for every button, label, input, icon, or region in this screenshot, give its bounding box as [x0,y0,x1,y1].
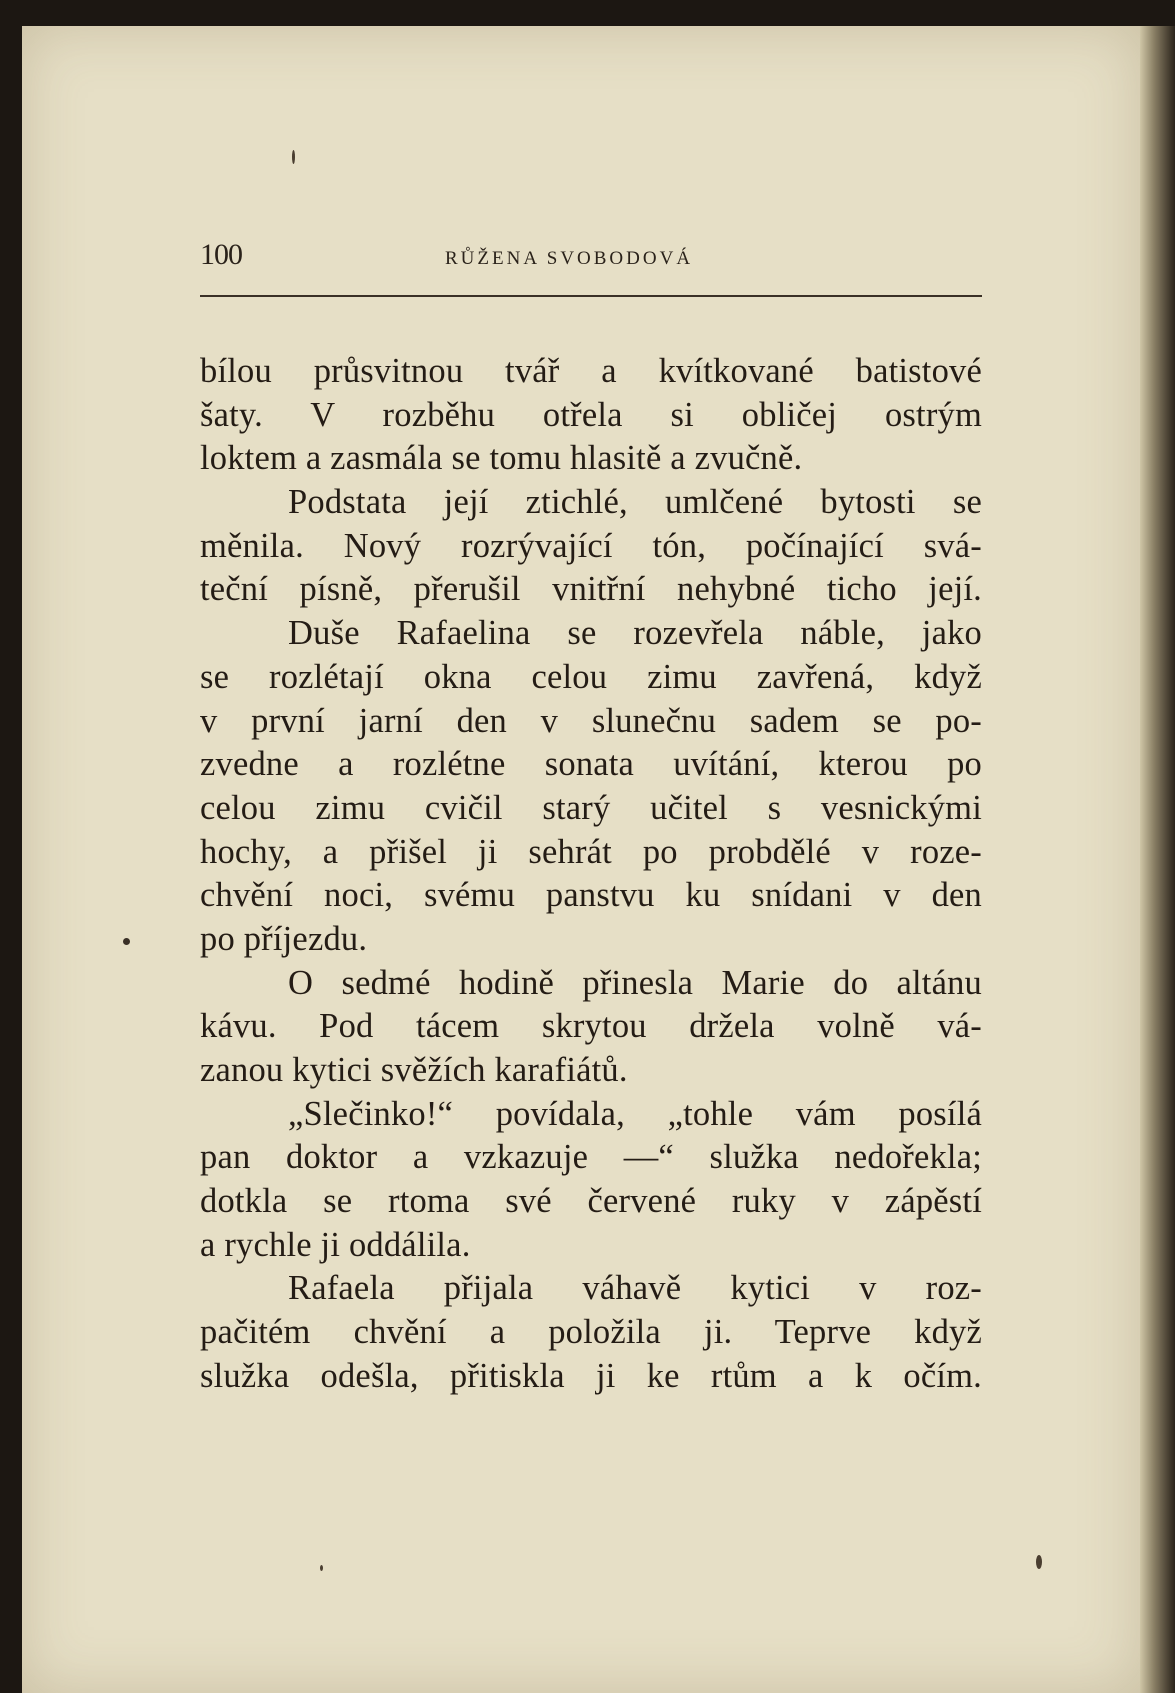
text-line: kávu. Pod tácem skrytou držela volně vá- [200,1007,982,1046]
page-number: 100 [200,238,242,271]
text-line: Podstata její ztichlé, umlčené bytosti se [288,483,982,522]
text-line: teční písně, přerušil vnitřní nehybné ticho její. [200,570,982,609]
text-line: celou zimu cvičil starý učitel s vesnickými [200,788,982,827]
header-rule [200,295,982,297]
text-line: hochy, a přišel ji sehrát po probdělé v roze- [200,832,982,871]
text-line: chvění noci, svému panstvu ku snídani v den [200,876,982,915]
text-line: zvedne a rozlétne sonata uvítání, kterou po [200,745,982,784]
text-line: se rozlétají okna celou zimu zavřená, když [200,657,982,696]
paper-speck [1036,1555,1042,1569]
paragraph [200,962,982,1093]
paragraph [200,481,982,612]
paragraph [200,1093,982,1268]
paper-speck [292,150,295,164]
text-line: loktem a zasmála se tomu hlasitě a zvučně. [200,439,803,478]
paragraph [200,612,982,962]
text-line: bílou průsvitnou tvář a kvítkované batistové [200,352,982,390]
paper-speck [320,1565,323,1571]
text-line: služka odešla, přitiskla ji ke rtům a k očím. [200,1356,982,1395]
text-line: O sedmé hodině přinesla Marie do altánu [288,963,982,1002]
text-line: Rafaela přijala váhavě kytici v roz- [288,1269,982,1308]
paragraph [200,350,982,481]
margin-mark [123,938,130,945]
text-line: zanou kytici svěžích karafiátů. [200,1051,628,1089]
text-line: v první jarní den v slunečnu sadem se po- [200,701,982,740]
paragraph [200,1267,982,1398]
text-line: dotkla se rtoma své červené ruky v zápěstí [200,1182,982,1221]
text-line: pačitém chvění a položila ji. Teprve když [200,1313,982,1352]
body-text [200,350,982,1399]
page-header [200,238,982,286]
running-head: RŮŽENA SVOBODOVÁ [445,248,694,269]
text-line: šaty. V rozběhu otřela si obličej ostrým [200,395,982,434]
text-line: měnila. Nový rozrývající tón, počínající svá- [200,526,982,565]
text-line: a rychle ji oddálila. [200,1225,471,1264]
page-gutter-edge [1140,26,1175,1693]
text-line: Duše Rafaelina se rozevřela náble, jako [288,614,982,653]
text-line: po příjezdu. [200,919,368,958]
text-line: pan doktor a vzkazuje —“ služka nedořekla; [200,1138,982,1177]
text-line: „Slečinko!“ povídala, „tohle vám posílá [288,1094,982,1133]
